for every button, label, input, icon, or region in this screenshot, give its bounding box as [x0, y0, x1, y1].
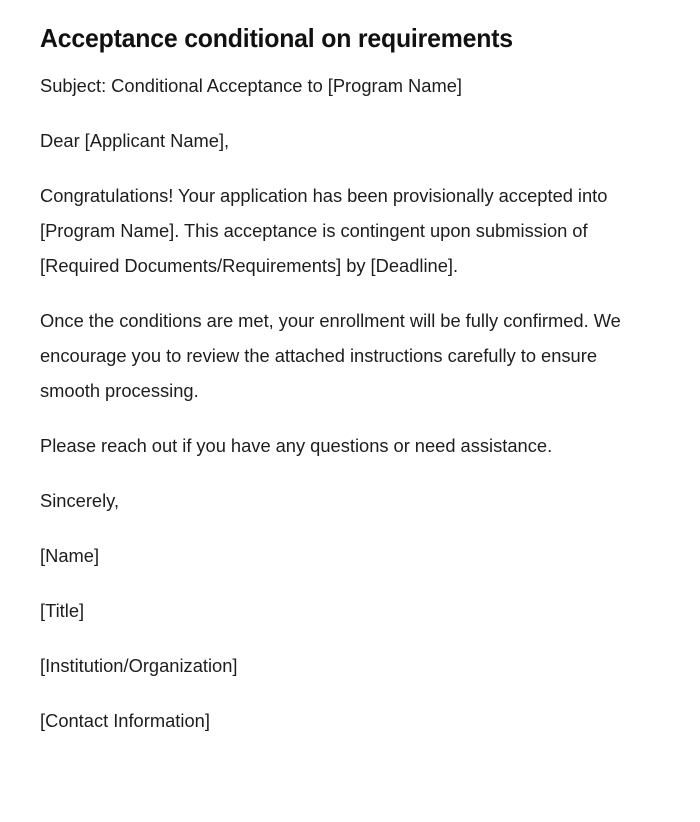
signature-organization: [Institution/Organization] — [40, 655, 238, 676]
body-paragraph-contact-invite: Please reach out if you have any questions or need assistance. — [40, 435, 553, 456]
letter-body — [40, 68, 640, 738]
subject-line: Subject: Conditional Acceptance to [Program Name] — [40, 75, 462, 96]
signature-title: [Title] — [40, 600, 85, 621]
signature-contact-information: [Contact Information] — [40, 710, 210, 731]
closing-line: Sincerely, — [40, 490, 120, 511]
body-paragraph-congratulations: Congratulations! Your application has been provisionally accepted into [Program Name]. This acceptance is contingent upon submission of [Required Documents/Requirements] by [Deadline]. — [40, 185, 608, 276]
body-paragraph-conditions: Once the conditions are met, your enrollment will be fully confirmed. We encourage you to review the attached instructions carefully to ensure smooth processing. — [40, 310, 621, 401]
salutation-line: Dear [Applicant Name], — [40, 130, 230, 151]
signature-name: [Name] — [40, 545, 100, 566]
page-title: Acceptance conditional on requirements — [40, 23, 513, 53]
